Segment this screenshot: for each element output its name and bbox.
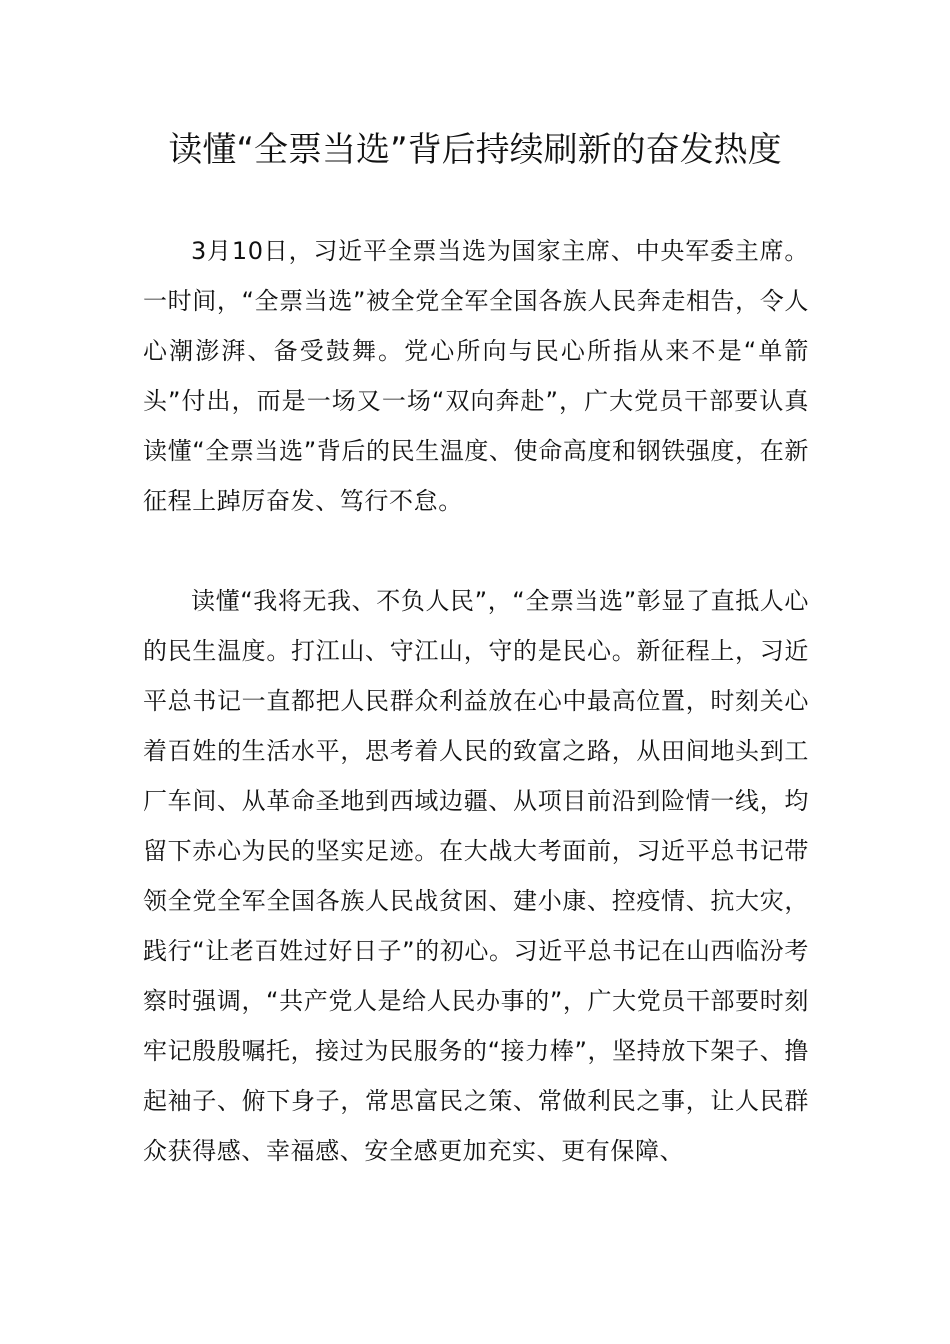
paragraph-spacer [143, 526, 809, 576]
document-title: 读懂“全票当选”背后持续刷新的奋发热度 [168, 130, 782, 170]
document-body [143, 226, 809, 1176]
paragraph-intro: 3月10日，习近平全票当选为国家主席、中央军委主席。一时间，“全票当选”被全党全军全国各族人民奔走相告，令人心潮澎湃、备受鼓舞。党心所向与民心所指从来不是“单箭头”付出，而是一场又一场“双向奔赴”，广大党员干部要认真读懂“全票当选”背后的民生温度、使命高度和钢铁强度，在新征程上踔厉奋发、笃行不怠。 [143, 237, 809, 515]
paragraph-people-warmth: 读懂“我将无我、不负人民”，“全票当选”彰显了直抵人心的民生温度。打江山、守江山，守的是民心。新征程上，习近平总书记一直都把人民群众利益放在心中最高位置，时刻关心着百姓的生活水平，思考着人民的致富之路，从田间地头到工厂车间、从革命圣地到西域边疆、从项目前沿到险情一线，均留下赤心为民的坚实足迹。在大战大考面前，习近平总书记带领全党全军全国各族人民战贫困、建小康、控疫情、抗大灾，践行“让老百姓过好日子”的初心。习近平总书记在山西临汾考察时强调，“共产党人是给人民办事的”，广大党员干部要时刻牢记殷殷嘱托，接过为民服务的“接力棒”，坚持放下架子、撸起袖子、俯下身子，常思富民之策、常做利民之事，让人民群众获得感、幸福感、安全感更加充实、更有保障、 [143, 587, 809, 1165]
